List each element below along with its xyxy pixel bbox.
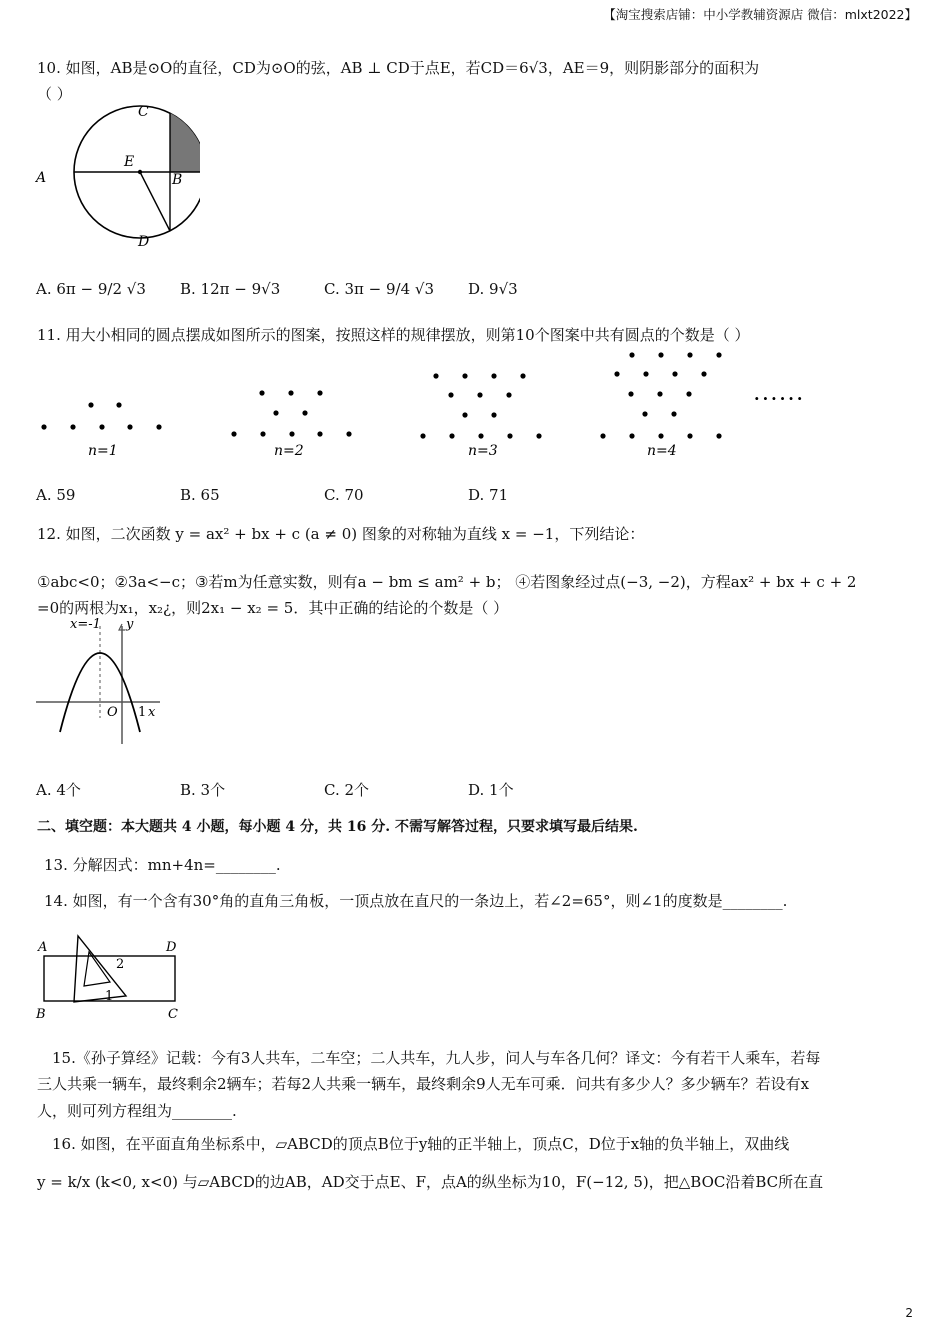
label-angle-1: 1 [105, 989, 114, 1004]
q14-ruler-triangle-figure [30, 934, 200, 1024]
q12-option-c[interactable]: C. 2个 [324, 781, 370, 799]
q10-option-a[interactable]: A. 6π − 9/2 √3 [36, 280, 146, 298]
triangle-inner [84, 952, 110, 986]
q16-stem-cont: y = k/x (k<0, x<0) 与▱ABCD的边AB，AD交于点E、F，点A的纵坐标为10，F(−12, 5)，把△BOC沿着BC所在直 [37, 1173, 824, 1191]
q10-option-b[interactable]: B. 12π − 9√3 [180, 280, 281, 298]
q11-option-c[interactable]: C. 70 [324, 486, 364, 504]
q10-blank: （ ） [37, 85, 72, 103]
q13-stem: 13. 分解因式：mn+4n=________. [44, 856, 281, 874]
q15-stem-cont: 三人共乘一辆车，最终剩余2辆车；若每2人共乘一辆车，最终剩余9人无车可乘．问共有多少人？多少辆车？若设有x [37, 1075, 810, 1093]
q11-option-d[interactable]: D. 71 [468, 486, 509, 504]
caption-n3: n=3 [468, 443, 498, 459]
q10-option-d[interactable]: D. 9√3 [468, 280, 518, 298]
label-a: A [38, 940, 48, 955]
q11-dot-patterns [30, 345, 850, 465]
q12-option-a[interactable]: A. 4个 [36, 781, 81, 799]
radius-od [140, 172, 170, 231]
label-d: D [166, 940, 177, 955]
q11-option-b[interactable]: B. 65 [180, 486, 220, 504]
label-c: C [138, 104, 149, 120]
q14-stem: 14. 如图，有一个含有30°角的直角三角板，一顶点放在直尺的一条边上，若∠2=65°，则∠1的度数是________. [44, 892, 788, 910]
label-axis: x=-1 [70, 617, 101, 632]
label-d: D [138, 234, 150, 250]
pattern-n3 [420, 373, 541, 438]
pattern-ellipsis: ...... [754, 385, 806, 404]
label-a: A [36, 170, 47, 186]
label-b: B [172, 172, 183, 188]
q11-stem: 11. 用大小相同的圆点摆成如图所示的图案，按照这样的规律摆放，则第10个图案中共有圆点的个数是（ ） [37, 326, 750, 344]
q10-circle-figure [30, 100, 200, 250]
page-header: 【淘宝搜索店铺：中小学教辅资源店 微信：mlxt2022】 [603, 7, 917, 22]
caption-n1: n=1 [88, 443, 118, 459]
shaded-region [170, 113, 200, 172]
q15-stem: 15.《孙子算经》记载：今有3人共车，二车空；二人共车，九人步，问人与车各几何？译文：今有若干人乘车，若每 [52, 1049, 821, 1067]
label-y: y [126, 617, 134, 632]
q15-answer-line: 人，则可列方程组为________. [37, 1102, 237, 1120]
q12-option-d[interactable]: D. 1个 [468, 781, 514, 799]
q12-parabola-graph [30, 614, 180, 749]
label-one: 1 [138, 705, 147, 720]
center-o [138, 170, 142, 174]
q12-option-b[interactable]: B. 3个 [180, 781, 226, 799]
section-heading: 二、填空题：本大题共 4 小题，每小题 4 分，共 16 分. 不需写解答过程，只要求填写最后结果. [37, 819, 638, 835]
pattern-n4 [600, 352, 721, 438]
label-x: x [148, 705, 156, 720]
label-c: C [168, 1007, 178, 1022]
label-angle-2: 2 [116, 957, 125, 972]
pattern-n1 [41, 402, 161, 429]
q12-conclusions: ①abc<0；②3a<−c；③若m为任意实数，则有a − bm ≤ am² + b； ④若图象经过点(−3, −2)，方程ax² + bx + c + 2 [37, 573, 857, 591]
caption-n2: n=2 [274, 443, 304, 459]
label-b: B [36, 1007, 46, 1022]
q16-stem: 16. 如图，在平面直角坐标系中，▱ABCD的顶点B位于y轴的正半轴上，顶点C，D位于x轴的负半轴上，双曲线 [52, 1135, 790, 1153]
page-number: 2 [905, 1306, 913, 1320]
q11-option-a[interactable]: A. 59 [36, 486, 76, 504]
q10-option-c[interactable]: C. 3π − 9/4 √3 [324, 280, 434, 298]
caption-n4: n=4 [647, 443, 677, 459]
q12-stem: 12. 如图，二次函数 y = ax² + bx + c (a ≠ 0) 图象的对称轴为直线 x = −1，下列结论： [37, 525, 645, 543]
q10-stem: 10. 如图，AB是⊙O的直径，CD为⊙O的弦，AB ⊥ CD于点E，若CD＝6√3，AE＝9，则阴影部分的面积为 [37, 59, 760, 77]
pattern-n2 [231, 390, 351, 436]
label-o: O [107, 705, 118, 720]
label-e: E [124, 154, 135, 170]
q12-conclusions-cont: =0的两根为x₁，x₂¿，则2x₁ − x₂ = 5．其中正确的结论的个数是（ ） [37, 599, 509, 617]
